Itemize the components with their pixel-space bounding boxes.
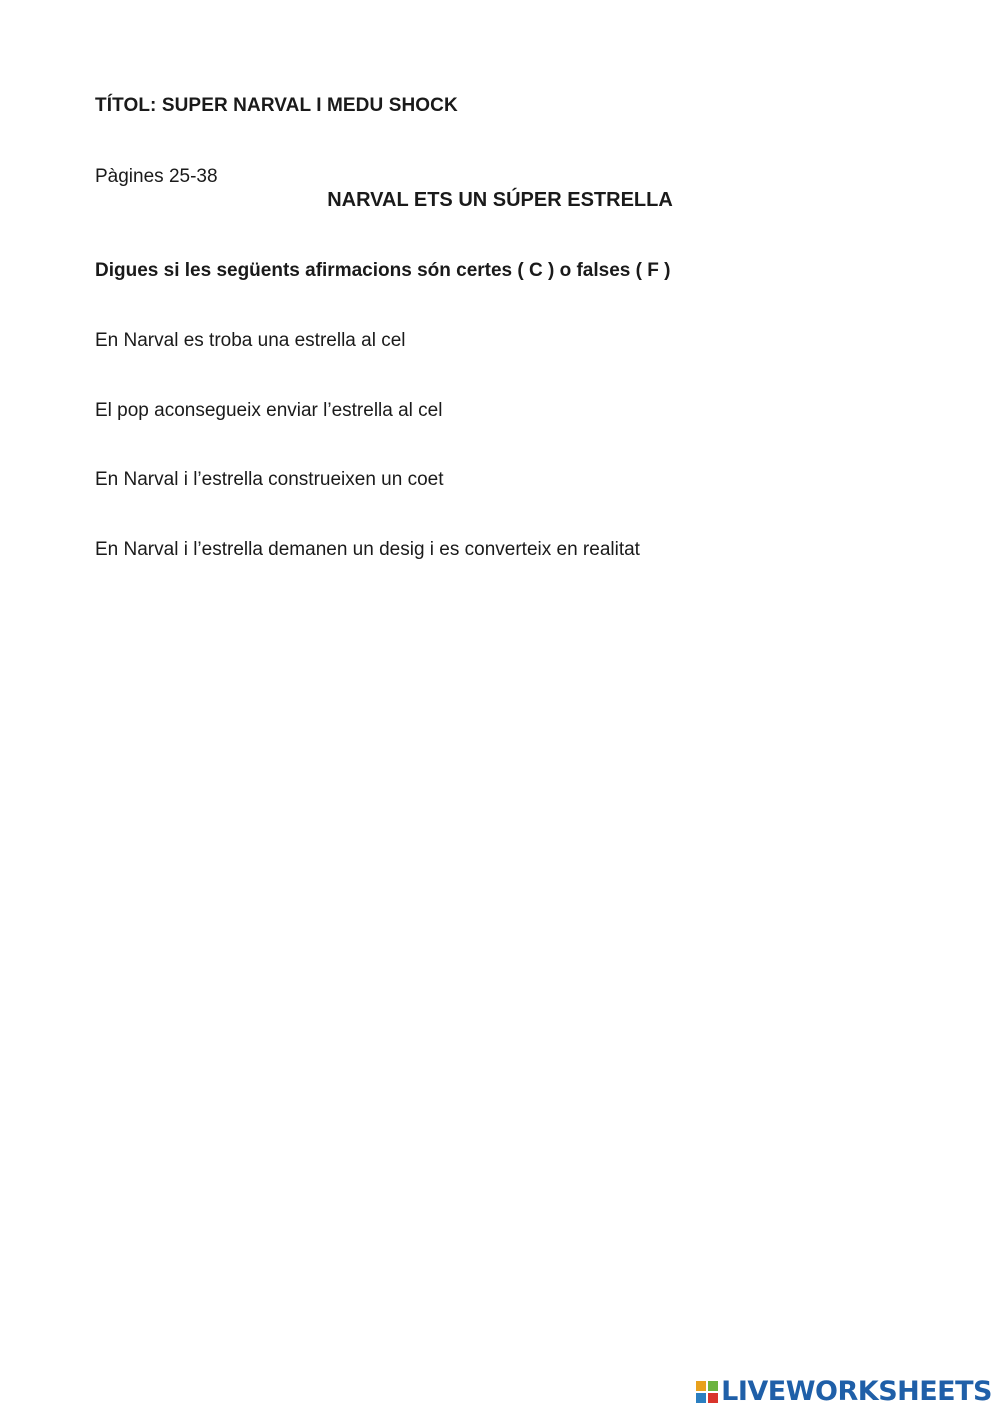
statement-item: El pop aconsegueix enviar l’estrella al cel <box>95 399 443 421</box>
liveworksheets-logo-icon <box>696 1381 718 1403</box>
liveworksheets-logo <box>696 1376 992 1407</box>
section-heading: NARVAL ETS UN SÚPER ESTRELLA <box>327 189 673 211</box>
page-range: Pàgines 25-38 <box>95 166 218 187</box>
instruction-text: Digues si les següents afirmacions són certes ( C ) o falses ( F ) <box>95 260 671 281</box>
worksheet-title: TÍTOL: SUPER NARVAL I MEDU SHOCK <box>95 95 458 116</box>
statement-item: En Narval es troba una estrella al cel <box>95 330 406 351</box>
statement-list <box>95 329 640 608</box>
statement-item: En Narval i l’estrella construeixen un coet <box>95 469 444 491</box>
liveworksheets-logo-text: LIVEWORKSHEETS <box>721 1376 992 1407</box>
statement-item: En Narval i l’estrella demanen un desig i es converteix en realitat <box>95 539 640 561</box>
